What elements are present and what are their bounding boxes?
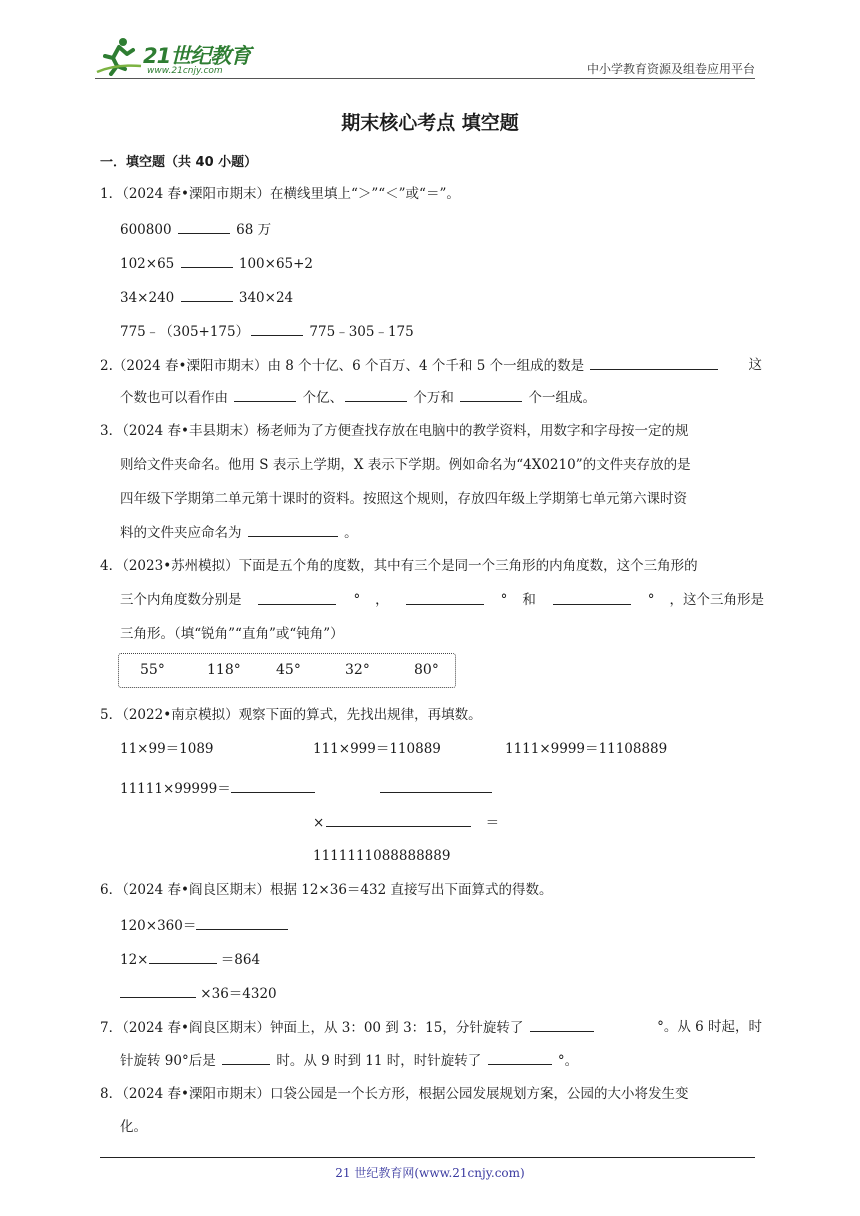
q5-expression: 11×99＝1089 bbox=[120, 741, 214, 757]
question-7-line-2 bbox=[120, 1050, 578, 1071]
angle-value: 32° bbox=[345, 662, 370, 678]
page-header bbox=[95, 36, 755, 80]
answer-blank[interactable] bbox=[590, 355, 718, 370]
answer-blank[interactable] bbox=[231, 778, 315, 793]
site-logo bbox=[95, 36, 255, 80]
answer-blank[interactable] bbox=[406, 590, 484, 605]
question-3-line-1: 3．（2024 春•丰县期末）杨老师为了方便查找存放在电脑中的教学资料，用数字和字母按一定的规 bbox=[100, 423, 689, 439]
q5-text: × bbox=[313, 815, 325, 831]
q5-expression: 1111×9999＝11108889 bbox=[505, 741, 668, 757]
question-5-stem: 5．（2022•南京模拟）观察下面的算式，先找出规律，再填数。 bbox=[100, 707, 482, 723]
q5-expression-4 bbox=[120, 778, 315, 799]
q5-product-row bbox=[313, 812, 499, 833]
angle-value: 55° bbox=[140, 662, 165, 678]
footer-divider bbox=[100, 1157, 755, 1158]
question-4-line-2 bbox=[120, 590, 764, 610]
question-3-line-4 bbox=[120, 522, 358, 543]
q1-row-2-left: 102×65 bbox=[120, 256, 175, 272]
q4-text: 三个内角度数分别是 bbox=[120, 592, 242, 608]
answer-blank[interactable] bbox=[326, 812, 471, 827]
question-2-line-2 bbox=[120, 387, 596, 408]
q1-row-4-left: 775﹣（305+175） bbox=[120, 324, 250, 340]
answer-blank[interactable] bbox=[251, 321, 303, 336]
answer-blank[interactable] bbox=[460, 387, 522, 402]
q1-row-3-right: 340×24 bbox=[238, 290, 294, 306]
q7-text: °。从 6 时起，时 bbox=[657, 1019, 762, 1035]
answer-blank[interactable] bbox=[380, 778, 492, 793]
q1-row-4 bbox=[120, 321, 414, 342]
q4-text: ° bbox=[353, 592, 361, 608]
q7-text: 针旋转 90°后是 bbox=[120, 1053, 216, 1069]
q7-text: 时。从 9 时到 11 时，时针旋转了 bbox=[276, 1053, 482, 1069]
q3-text: 料的文件夹应命名为 bbox=[120, 525, 242, 541]
q5-expression: 111×999＝110889 bbox=[313, 741, 441, 757]
q6-text: ＝864 bbox=[220, 952, 261, 968]
answer-blank[interactable] bbox=[488, 1050, 552, 1065]
q1-row-2-right: 100×65+2 bbox=[238, 256, 314, 272]
q4-text: ， bbox=[375, 592, 389, 608]
q4-text: ° bbox=[647, 592, 655, 608]
answer-blank[interactable] bbox=[196, 915, 288, 930]
answer-blank[interactable] bbox=[181, 287, 233, 302]
answer-blank[interactable] bbox=[149, 949, 217, 964]
question-1-stem: 1．（2024 春•溧阳市期末）在横线里填上“＞”“＜”或“＝”。 bbox=[100, 186, 460, 202]
answer-blank[interactable] bbox=[258, 590, 336, 605]
question-7-line-1 bbox=[100, 1017, 762, 1038]
answer-blank[interactable] bbox=[553, 590, 631, 605]
platform-name: 中小学教育资源及组卷应用平台 bbox=[586, 62, 755, 76]
q2-text: 这 bbox=[748, 357, 762, 373]
q1-row-1-right: 68 万 bbox=[236, 222, 272, 238]
q5-result: 1111111088888889 bbox=[313, 848, 451, 864]
q2-text: 个万和 bbox=[413, 390, 454, 406]
q4-text: 和 bbox=[522, 592, 536, 608]
q1-row-3-left: 34×240 bbox=[120, 290, 175, 306]
question-8-line-2: 化。 bbox=[120, 1119, 147, 1135]
question-4-line-1: 4．（2023•苏州模拟）下面是五个角的度数，其中有三个是同一个三角形的内角度数，这个三角形的 bbox=[100, 558, 698, 574]
running-man-icon bbox=[95, 36, 143, 76]
q2-text: 2.（2024 春•溧阳市期末）由 8 个十亿、6 个百万、4 个千和 5 个一组成的数是 bbox=[100, 358, 585, 374]
question-4-line-3: 三角形。（填“锐角”“直角”或“钝角”） bbox=[120, 626, 344, 642]
q6-row-3 bbox=[120, 983, 277, 1004]
q6-text: 12× bbox=[120, 952, 149, 968]
answer-blank[interactable] bbox=[248, 522, 338, 537]
q5-blank-row bbox=[380, 778, 492, 799]
page-title: 期末核心考点 填空题 bbox=[341, 112, 519, 134]
q6-text: ×36＝4320 bbox=[200, 986, 277, 1002]
q2-text: 个亿、 bbox=[302, 390, 344, 406]
q1-row-1-left: 600800 bbox=[120, 222, 172, 238]
angle-value: 80° bbox=[414, 662, 439, 678]
q2-text: 个数也可以看作由 bbox=[120, 390, 228, 406]
q1-row-1 bbox=[120, 219, 271, 240]
header-divider bbox=[95, 78, 755, 79]
question-6-stem: 6．（2024 春•阎良区期末）根据 12×36＝432 直接写出下面算式的得数。 bbox=[100, 882, 553, 898]
q3-text: 。 bbox=[344, 525, 358, 541]
logo-text: 21世纪教育 bbox=[143, 44, 251, 68]
q1-row-2 bbox=[120, 253, 313, 274]
angle-box bbox=[118, 653, 456, 688]
question-8-line-1: 8．（2024 春•溧阳市期末）口袋公园是一个长方形，根据公园发展规划方案，公园的大小将发生变 bbox=[100, 1086, 689, 1102]
q1-row-3 bbox=[120, 287, 293, 308]
question-3-line-2: 则给文件夹命名。他用 S 表示上学期，X 表示下学期。例如命名为“4X0210”的文件夹存放的是 bbox=[120, 457, 691, 473]
answer-blank[interactable] bbox=[345, 387, 407, 402]
answer-blank[interactable] bbox=[178, 219, 230, 234]
question-3-line-3: 四年级下学期第二单元第十课时的资料。按照这个规则，存放四年级上学期第七单元第六课时资 bbox=[120, 491, 687, 507]
q6-text: 120×360＝ bbox=[120, 918, 197, 934]
q6-row-2 bbox=[120, 949, 260, 970]
answer-blank[interactable] bbox=[530, 1017, 594, 1032]
q5-text: ＝ bbox=[485, 815, 500, 831]
question-2-line-1 bbox=[100, 355, 762, 376]
q1-row-4-right: 775﹣305﹣175 bbox=[309, 324, 414, 340]
angle-value: 118° bbox=[207, 662, 241, 678]
section-heading: 一．填空题（共 40 小题） bbox=[100, 155, 258, 170]
answer-blank[interactable] bbox=[181, 253, 233, 268]
footer-link[interactable]: 21 世纪教育网(www.21cnjy.com) bbox=[335, 1166, 525, 1180]
answer-blank[interactable] bbox=[222, 1050, 270, 1065]
q5-text: 11111×99999＝ bbox=[120, 781, 231, 797]
q2-text: 个一组成。 bbox=[528, 390, 596, 406]
logo-url: www.21cnjy.com bbox=[147, 66, 223, 76]
q7-text: 7．（2024 春•阎良区期末）钟面上，从 3：00 到 3：15，分针旋转了 bbox=[100, 1020, 524, 1036]
answer-blank[interactable] bbox=[234, 387, 296, 402]
q6-row-1 bbox=[120, 915, 288, 936]
angle-value: 45° bbox=[276, 662, 301, 678]
answer-blank[interactable] bbox=[120, 983, 196, 998]
q4-text: ，这个三角形是 bbox=[669, 592, 764, 608]
q4-text: ° bbox=[500, 592, 508, 608]
q7-text: °。 bbox=[557, 1053, 579, 1069]
